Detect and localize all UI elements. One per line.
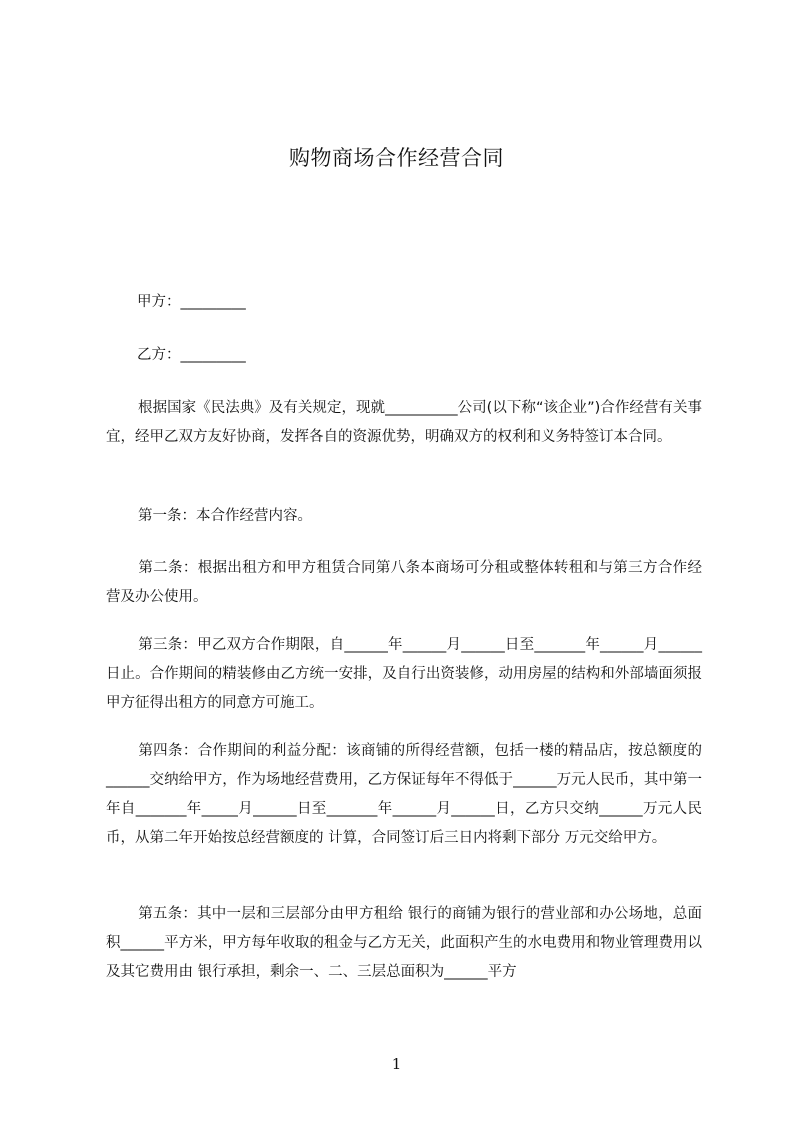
paragraph-article-2 [106, 554, 702, 612]
paragraph-preamble [106, 394, 702, 452]
party-a-line: 甲方：_________ [137, 294, 246, 310]
paragraph-text: 第一条：本合作经营内容。 [138, 508, 312, 524]
party-b-line: 乙方：_________ [137, 347, 246, 363]
paragraph-text: 第五条：其中一层和三层部分由甲方租给 银行的商铺为银行的营业部和办公场地，总面积______平方米，甲方每年收取的租金与乙方无关，此面积产生的水电费用和物业管理费用以及其它费用由 银行承担，剩余一、二、三层总面积为______平方 [106, 906, 702, 980]
paragraph-text: 第二条：根据出租方和甲方租赁合同第八条本商场可分租或整体转租和与第三方合作经营及办公使用。 [106, 560, 702, 605]
paragraph-text: 根据国家《民法典》及有关规定，现就__________公司(以下称“该企业”)合作经营有关事宜，经甲乙双方友好协商，发挥各自的资源优势，明确双方的权利和义务特签订本合同。 [106, 400, 702, 445]
paragraph-article-3 [106, 631, 702, 718]
paragraph-text: 第三条：甲乙双方合作期限，自______年______月______日至_______年______月______日止。合作期间的精装修由乙方统一安排，及自行出资装修，动用房屋的结构和外部墙面须报甲方征得出租方的同意方可施工。 [106, 637, 702, 711]
paragraph-article-4 [106, 737, 702, 853]
paragraph-article-1 [106, 502, 702, 531]
paragraph-text: 第四条：合作期间的利益分配：该商铺的所得经营额，包括一楼的精品店，按总额度的______交纳给甲方，作为场地经营费用，乙方保证每年不得低于______万元人民币，其中第一年自_______年_____月______日至_______年______月______日，乙方只交纳______万元人民币，从第二年开始按总经营额度的 计算，合同签订后三日内将剩下部分 万元交给甲方。 [106, 743, 702, 846]
paragraph-article-5 [106, 900, 702, 987]
document-title: 购物商场合作经营合同 [289, 146, 504, 170]
page-number: 1 [391, 1055, 402, 1073]
